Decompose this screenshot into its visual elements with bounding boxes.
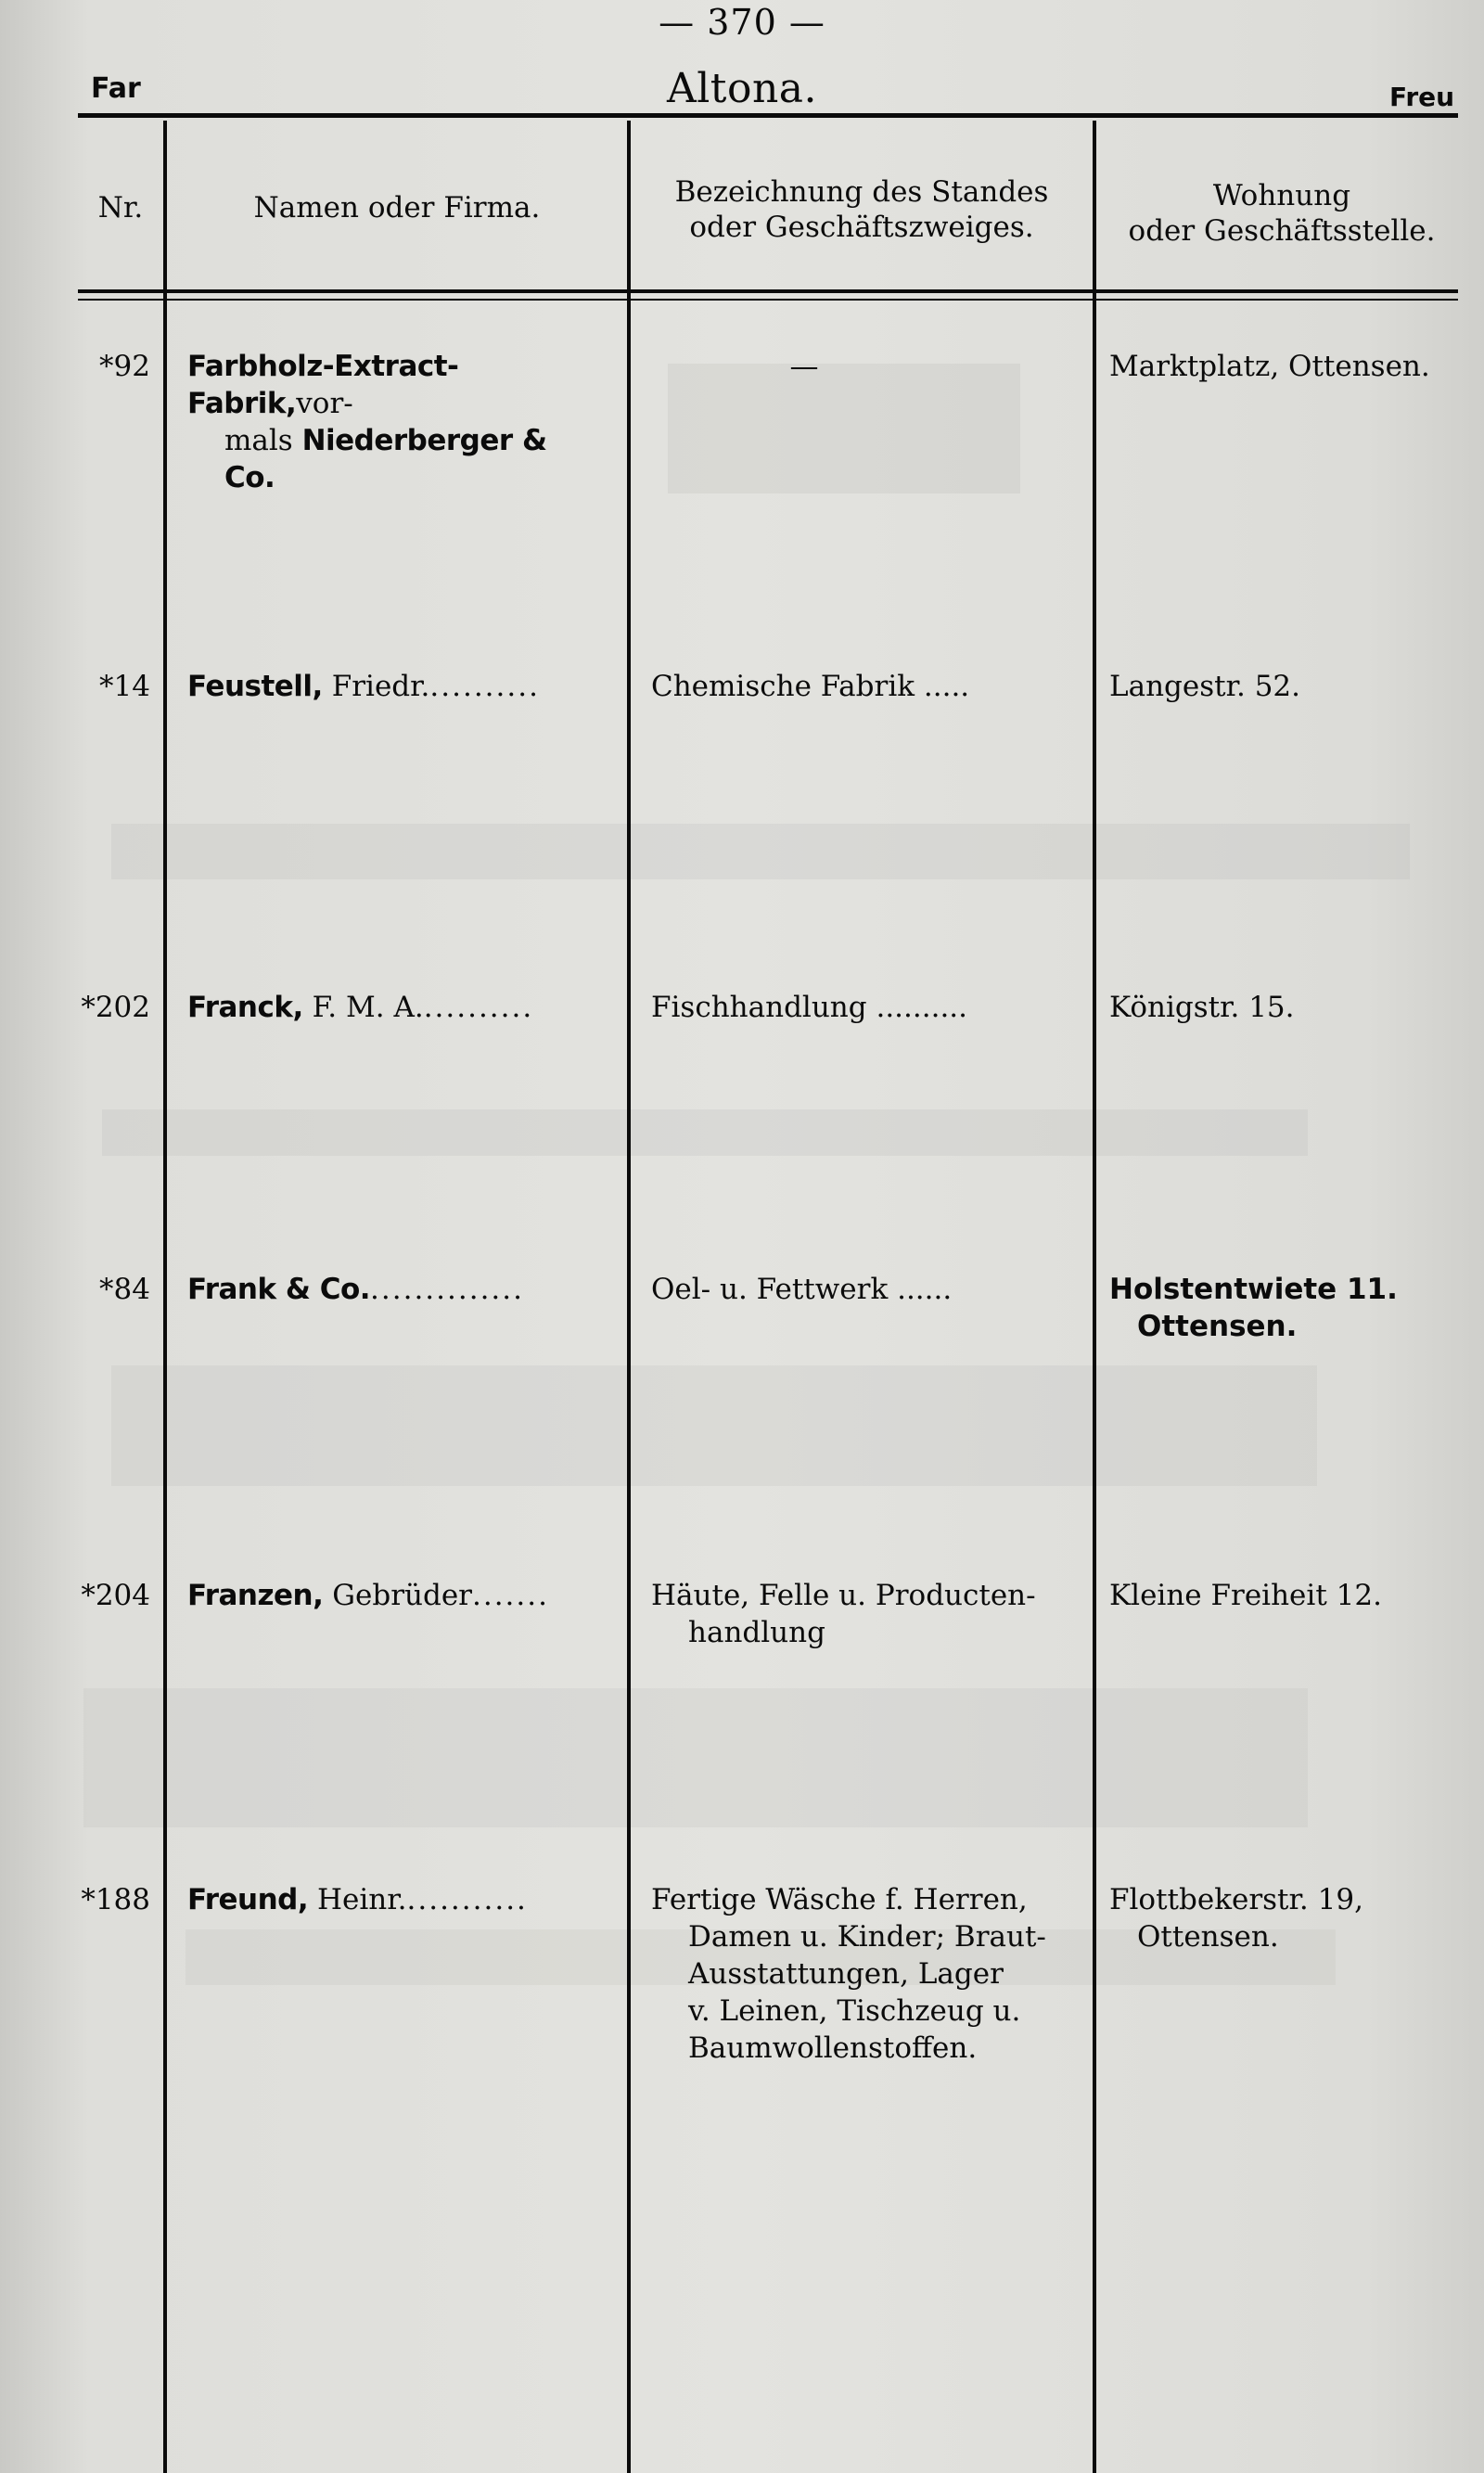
entry-business: Oel- u. Fettwerk ...... bbox=[651, 1273, 953, 1306]
column-rule-2 bbox=[627, 121, 631, 2473]
entry-business: Fischhandlung .......... bbox=[651, 991, 967, 1024]
column-rule-3 bbox=[1093, 121, 1096, 2473]
column-rule-1 bbox=[163, 121, 167, 2473]
entry-business-line: Baumwollenstoffen. bbox=[688, 2031, 978, 2065]
entry-business-line: v. Leinen, Tischzeug u. bbox=[688, 1994, 1021, 2028]
entry-address-line: Ottensen. bbox=[1137, 1310, 1298, 1343]
entry-leader: .............. bbox=[370, 1273, 524, 1306]
entry-business bbox=[651, 1577, 1078, 1651]
column-header-business bbox=[631, 174, 1093, 245]
column-header-business-line: Bezeichnung des Standes bbox=[674, 175, 1049, 209]
running-head-title: Altona. bbox=[666, 65, 818, 112]
entry-business-line: Häute, Felle u. Producten- bbox=[651, 1579, 1036, 1612]
entry-address: Marktplatz, Ottensen. bbox=[1109, 350, 1430, 383]
entry-name-bold: Franzen, bbox=[187, 1579, 324, 1612]
bleed-through-mark bbox=[111, 1365, 1317, 1486]
entry-name bbox=[187, 348, 605, 496]
entry-number: *188 bbox=[81, 1883, 150, 1916]
entry-name bbox=[187, 1271, 605, 1308]
column-header-address-line: oder Geschäftsstelle. bbox=[1128, 214, 1436, 248]
bleed-through-mark bbox=[111, 824, 1410, 879]
entry-leader: ....... bbox=[472, 1579, 549, 1612]
entry-business-line: Damen u. Kinder; Braut- bbox=[688, 1920, 1046, 1954]
entry-business: — bbox=[789, 350, 819, 383]
entry-name-line2-bold: Niederberger & Co. bbox=[224, 424, 547, 494]
entry-address bbox=[1109, 1881, 1462, 1955]
entry-leader: .......... bbox=[429, 670, 540, 703]
entry-address-line: Flottbekerstr. 19, bbox=[1109, 1883, 1363, 1916]
column-header-address-line: Wohnung bbox=[1212, 179, 1351, 212]
header-top-rule bbox=[78, 113, 1458, 118]
bleed-through-mark bbox=[83, 1688, 1308, 1827]
entry-name-bold: Freund, bbox=[187, 1883, 309, 1916]
entry-name bbox=[187, 989, 605, 1026]
entry-name-rest: F. M. A. bbox=[302, 991, 424, 1024]
entry-business-line: Fertige Wäsche f. Herren, bbox=[651, 1883, 1028, 1916]
column-header-business-line: oder Geschäftszweiges. bbox=[689, 211, 1034, 244]
entry-name bbox=[187, 668, 605, 705]
entry-address: Langestr. 52. bbox=[1109, 670, 1301, 703]
entry-name-rest: Friedr. bbox=[322, 670, 430, 703]
page-number: — 370 — bbox=[659, 2, 825, 43]
header-bottom-rule-thin bbox=[78, 299, 1458, 301]
entry-name-rest: Heinr. bbox=[308, 1883, 407, 1916]
entry-number: *202 bbox=[81, 991, 150, 1024]
entry-name-rest: Gebrüder bbox=[323, 1579, 472, 1612]
entry-business: Chemische Fabrik ..... bbox=[651, 670, 970, 703]
bleed-through-mark bbox=[102, 1109, 1308, 1156]
column-header-nr: Nr. bbox=[97, 191, 144, 224]
entry-number: *92 bbox=[99, 350, 150, 383]
entry-leader: ........... bbox=[406, 1883, 528, 1916]
entry-number: *14 bbox=[99, 670, 150, 703]
column-header-name: Namen oder Firma. bbox=[253, 191, 541, 224]
entry-address bbox=[1109, 1271, 1462, 1345]
entry-business-line: handlung bbox=[688, 1616, 825, 1649]
header-bottom-rule bbox=[78, 289, 1458, 293]
entry-name bbox=[187, 1577, 605, 1614]
entry-number: *204 bbox=[81, 1579, 150, 1612]
entry-address-line: Ottensen. bbox=[1137, 1920, 1279, 1954]
entry-business-line: Ausstattungen, Lager bbox=[688, 1957, 1004, 1991]
running-head-right: Freu bbox=[1389, 82, 1455, 112]
column-header-address bbox=[1096, 178, 1467, 249]
entry-name bbox=[187, 1881, 605, 1918]
entry-name-rest: vor- bbox=[296, 387, 353, 420]
entry-address-line: Holstentwiete 11. bbox=[1109, 1273, 1398, 1306]
entry-business bbox=[651, 1881, 1078, 2067]
entry-address: Kleine Freiheit 12. bbox=[1109, 1579, 1382, 1612]
entry-name-bold: Farbholz-Extract-Fabrik, bbox=[187, 350, 459, 420]
entry-address: Königstr. 15. bbox=[1109, 991, 1295, 1024]
running-head-left: Far bbox=[91, 72, 141, 105]
entry-number: *84 bbox=[99, 1273, 150, 1306]
entry-name-bold: Feustell, bbox=[187, 670, 323, 703]
entry-name-bold: Franck, bbox=[187, 991, 303, 1024]
entry-leader: .......... bbox=[423, 991, 534, 1024]
entry-name-line2: mals bbox=[224, 424, 302, 457]
entry-name-bold: Frank & Co. bbox=[187, 1273, 371, 1306]
